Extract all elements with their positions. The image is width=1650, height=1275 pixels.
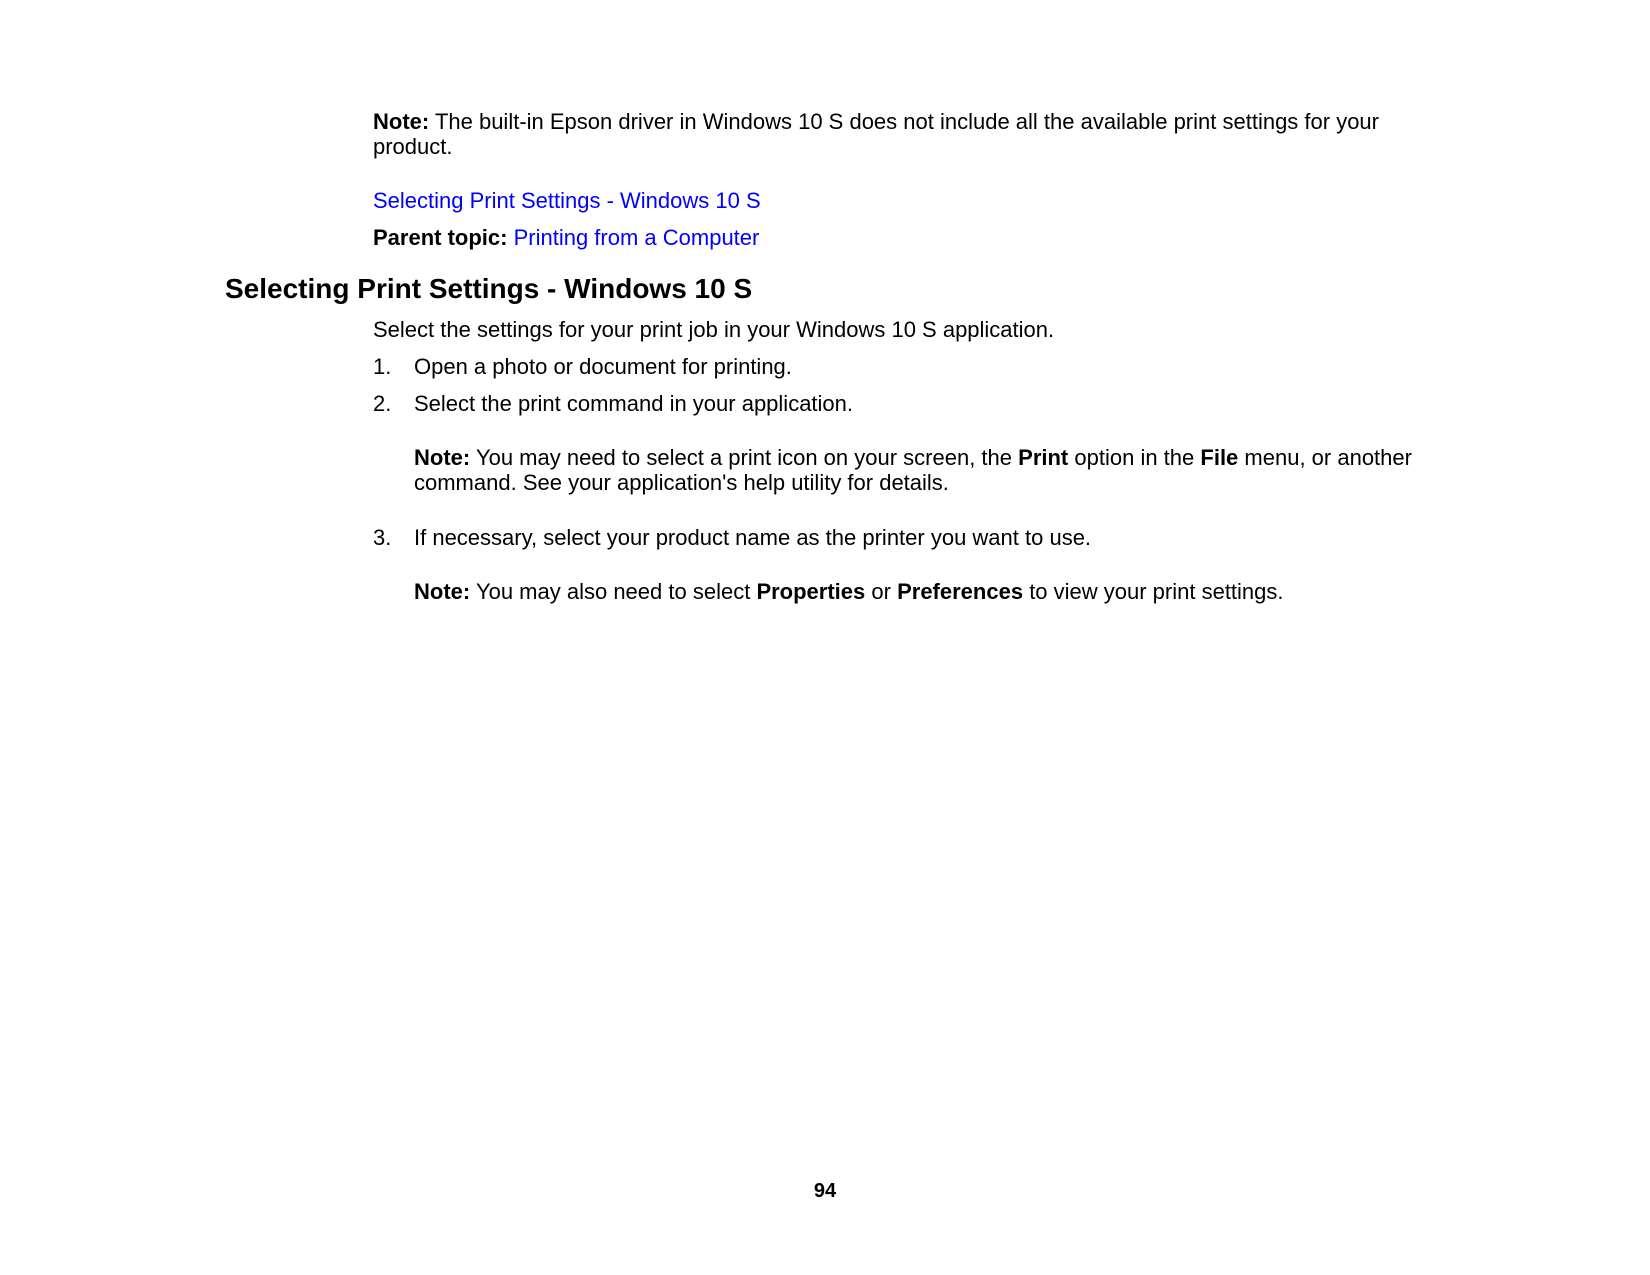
note-label: Note: <box>414 579 471 604</box>
step-2-note <box>414 445 1414 495</box>
note-text-part: to view your print settings. <box>1029 579 1284 604</box>
note-bold-term: Properties <box>756 579 866 604</box>
note-bold-term: Preferences <box>897 579 1024 604</box>
parent-topic-label: Parent topic: <box>373 225 508 250</box>
note-text-part: menu, or another command. See your application's help utility for details. <box>414 445 1412 495</box>
page-number: 94 <box>813 1180 837 1202</box>
step-text: Open a photo or document for printing. <box>414 354 792 379</box>
step-number: 2. <box>373 391 392 416</box>
parent-topic-row <box>373 225 759 250</box>
note-label: Note: <box>373 109 430 134</box>
step-3-note <box>414 579 1414 604</box>
step-number: 3. <box>373 525 392 550</box>
note-text-part: You may need to select a print icon on your screen, the <box>475 445 1013 470</box>
note-text-part: You may also need to select <box>475 579 751 604</box>
note-label: Note: <box>414 445 471 470</box>
section-heading: Selecting Print Settings - Windows 10 S <box>225 273 753 304</box>
intro-note <box>373 109 1433 159</box>
note-text: The built-in Epson driver in Windows 10 S does not include all the available print settings for your product. <box>373 109 1379 159</box>
step-text: If necessary, select your product name as the printer you want to use. <box>414 525 1092 550</box>
step-text: Select the print command in your application. <box>414 391 854 416</box>
parent-topic-link[interactable]: Printing from a Computer <box>513 225 760 250</box>
note-text-part: option in the <box>1074 445 1195 470</box>
note-bold-term: Print <box>1018 445 1069 470</box>
note-text-part: or <box>871 579 891 604</box>
section-intro: Select the settings for your print job in your Windows 10 S application. <box>373 317 1055 342</box>
child-topic-link-row <box>373 188 761 213</box>
step-number: 1. <box>373 354 392 379</box>
child-topic-link[interactable]: Selecting Print Settings - Windows 10 S <box>373 188 761 213</box>
note-bold-term: File <box>1200 445 1239 470</box>
